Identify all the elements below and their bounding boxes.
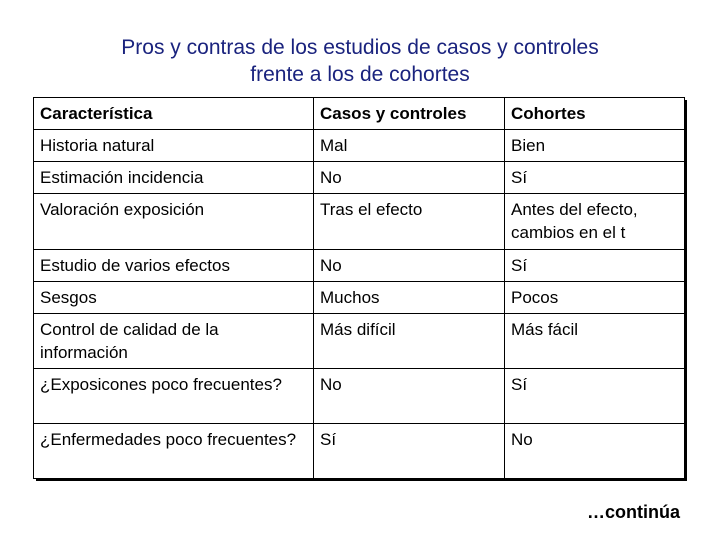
table-cell: Sí: [505, 162, 685, 194]
table-cell: No: [314, 162, 505, 194]
table-row: [34, 314, 685, 369]
table-cell: Estudio de varios efectos: [34, 250, 314, 282]
table-row: [34, 130, 685, 162]
table-cell: ¿Enfermedades poco frecuentes?: [34, 424, 314, 479]
column-header: Cohortes: [505, 98, 685, 130]
table-cell: Control de calidad de la información: [34, 314, 314, 369]
table-row: [34, 162, 685, 194]
continues-label: …continúa: [587, 502, 680, 522]
table-row: [34, 250, 685, 282]
title-line-1: Pros y contras de los estudios de casos y controles: [121, 36, 599, 59]
table-cell: Pocos: [505, 282, 685, 314]
table-row: [34, 424, 685, 479]
page-title: [0, 34, 720, 88]
table-row: [34, 282, 685, 314]
table-cell: Valoración exposición: [34, 194, 314, 250]
table-cell: Muchos: [314, 282, 505, 314]
table-cell: Más fácil: [505, 314, 685, 369]
table-cell: No: [314, 250, 505, 282]
table-cell: Sí: [505, 250, 685, 282]
comparison-table-container: [33, 97, 684, 478]
title-line-2: frente a los de cohortes: [250, 63, 470, 86]
column-header: Característica: [34, 98, 314, 130]
column-header: Casos y controles: [314, 98, 505, 130]
table-cell: Más difícil: [314, 314, 505, 369]
table-cell: Mal: [314, 130, 505, 162]
table-cell: Sí: [505, 369, 685, 424]
table-header-row: [34, 98, 685, 130]
table-cell: Antes del efecto, cambios en el t: [505, 194, 685, 250]
table-cell: Estimación incidencia: [34, 162, 314, 194]
table-row: [34, 369, 685, 424]
table-cell: Tras el efecto: [314, 194, 505, 250]
table-cell: Bien: [505, 130, 685, 162]
table-cell: No: [505, 424, 685, 479]
comparison-table: [33, 97, 685, 479]
table-cell: No: [314, 369, 505, 424]
table-row: [34, 194, 685, 250]
table-cell: Historia natural: [34, 130, 314, 162]
table-cell: Sí: [314, 424, 505, 479]
table-cell: Sesgos: [34, 282, 314, 314]
table-cell: ¿Exposicones poco frecuentes?: [34, 369, 314, 424]
